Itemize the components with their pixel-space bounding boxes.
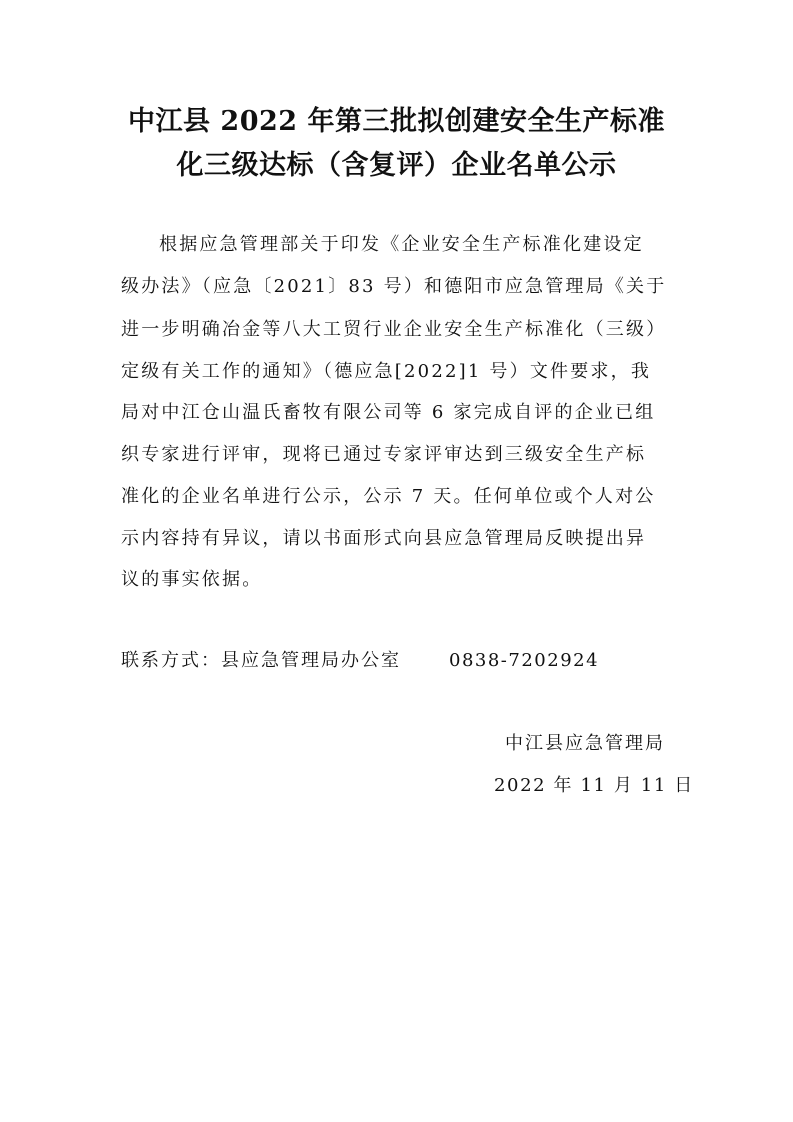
signature-date: 2022 年 11 月 11 日 bbox=[494, 775, 694, 796]
title-line-2: 化三级达标（含复评）企业名单公示 bbox=[176, 150, 617, 181]
body-line-7: 准化的企业名单进行公示，公示 7 天。任何单位或个人对公 bbox=[121, 486, 656, 507]
contact-phone: 0838-7202924 bbox=[449, 650, 600, 671]
body-line-9: 议的事实依据。 bbox=[121, 569, 263, 590]
body-line-1: 根据应急管理部关于印发《企业安全生产标准化建设定 bbox=[159, 234, 644, 255]
body-line-6: 织专家进行评审，现将已通过专家评审达到三级安全生产标 bbox=[121, 444, 647, 465]
body-line-4: 定级有关工作的通知》（德应急[2022]1 号）文件要求，我 bbox=[121, 361, 652, 382]
title-line-1: 中江县 2022 年第三批拟创建安全生产标准 bbox=[128, 106, 665, 137]
contact-line bbox=[121, 648, 599, 674]
body-line-8: 示内容持有异议，请以书面形式向县应急管理局反映提出异 bbox=[121, 528, 647, 549]
body-line-2: 级办法》（应急〔2021〕83 号）和德阳市应急管理局《关于 bbox=[121, 276, 667, 297]
signature-organization: 中江县应急管理局 bbox=[505, 733, 665, 754]
body-line-5: 局对中江仓山温氏畜牧有限公司等 6 家完成自评的企业已组 bbox=[121, 402, 656, 423]
body-line-3: 进一步明确冶金等八大工贸行业企业安全生产标准化（三级） bbox=[121, 319, 667, 340]
contact-label: 联系方式：县应急管理局办公室 bbox=[121, 650, 401, 671]
